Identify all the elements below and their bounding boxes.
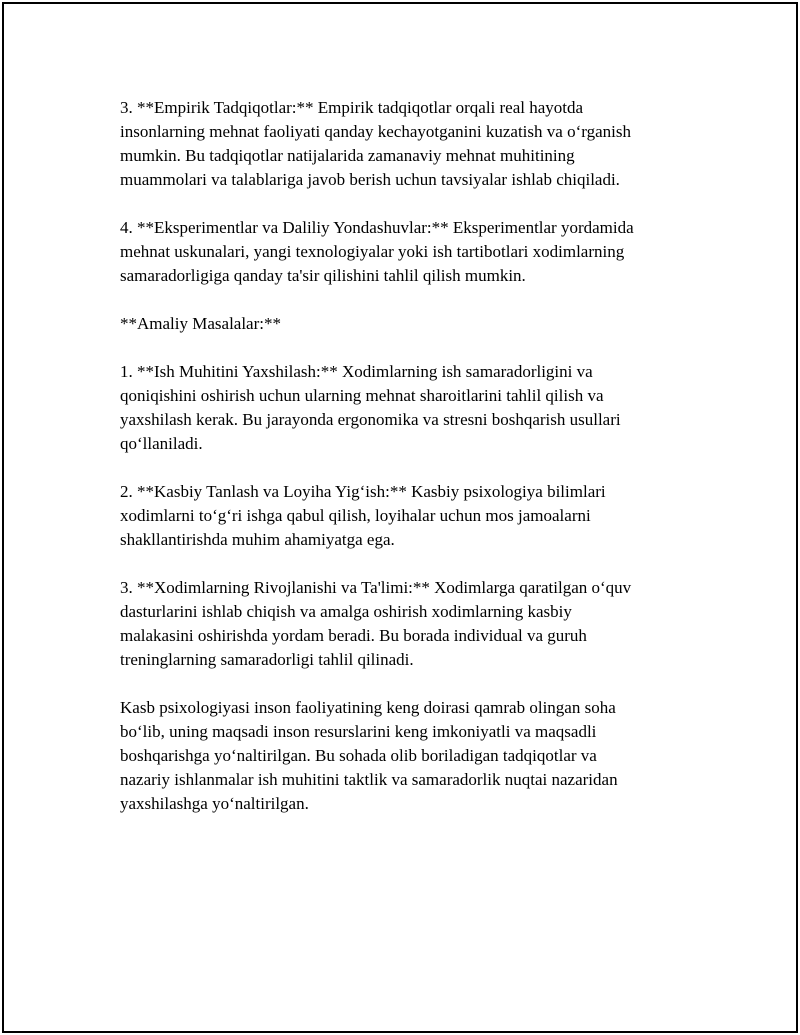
paragraph-conclusion: Kasb psixologiyasi inson faoliyatining keng doirasi qamrab olingan soha bo‘lib, uning maqsadi inson resurslarini keng imkoniyatli va maqsadli boshqarishga yo‘naltirilgan. Bu sohada olib boriladigan tadqiqotlar va nazariy ishlanmalar ish muhitini taktlik va samaradorlik nuqtai nazaridan yaxshilashga yo‘naltirilgan. [120, 698, 618, 813]
document-body [120, 96, 680, 840]
paragraph-ish-muhitini-yaxshilash: 1. **Ish Muhitini Yaxshilash:** Xodimlarning ish samaradorligini va qoniqishini oshirish uchun ularning mehnat sharoitlarini tahlil qilish va yaxshilash kerak. Bu jarayonda ergonomika va stresni boshqarish usullari qo‘llaniladi. [120, 362, 621, 453]
paragraph-kasbiy-tanlash: 2. **Kasbiy Tanlash va Loyiha Yig‘ish:** Kasbiy psixologiya bilimlari xodimlarni to‘g‘ri ishga qabul qilish, loyihalar uchun mos jamoalarni shakllantirishda muhim ahamiyatga ega. [120, 482, 606, 549]
paragraph-empirik-tadqiqotlar: 3. **Empirik Tadqiqotlar:** Empirik tadqiqotlar orqali real hayotda insonlarning mehnat faoliyati qanday kechayotganini kuzatish va o‘rganish mumkin. Bu tadqiqotlar natijalarida zamanaviy mehnat muhitining muammolari va talablariga javob berish uchun tavsiyalar ishlab chiqiladi. [120, 98, 631, 189]
paragraph-eksperimentlar: 4. **Eksperimentlar va Daliliy Yondashuvlar:** Eksperimentlar yordamida mehnat uskunalari, yangi texnologiyalar yoki ish tartibotlari xodimlarning samaradorligiga qanday ta'sir qilishini tahlil qilish mumkin. [120, 218, 634, 285]
section-heading-amaliy-masalalar: **Amaliy Masalalar:** [120, 314, 281, 333]
document-page [2, 2, 798, 1033]
paragraph-xodimlarning-rivojlanishi: 3. **Xodimlarning Rivojlanishi va Ta'limi:** Xodimlarga qaratilgan o‘quv dasturlarini ishlab chiqish va amalga oshirish xodimlarning kasbiy malakasini oshirishda yordam beradi. Bu borada individual va guruh treninglarning samaradorligi tahlil qilinadi. [120, 578, 632, 669]
